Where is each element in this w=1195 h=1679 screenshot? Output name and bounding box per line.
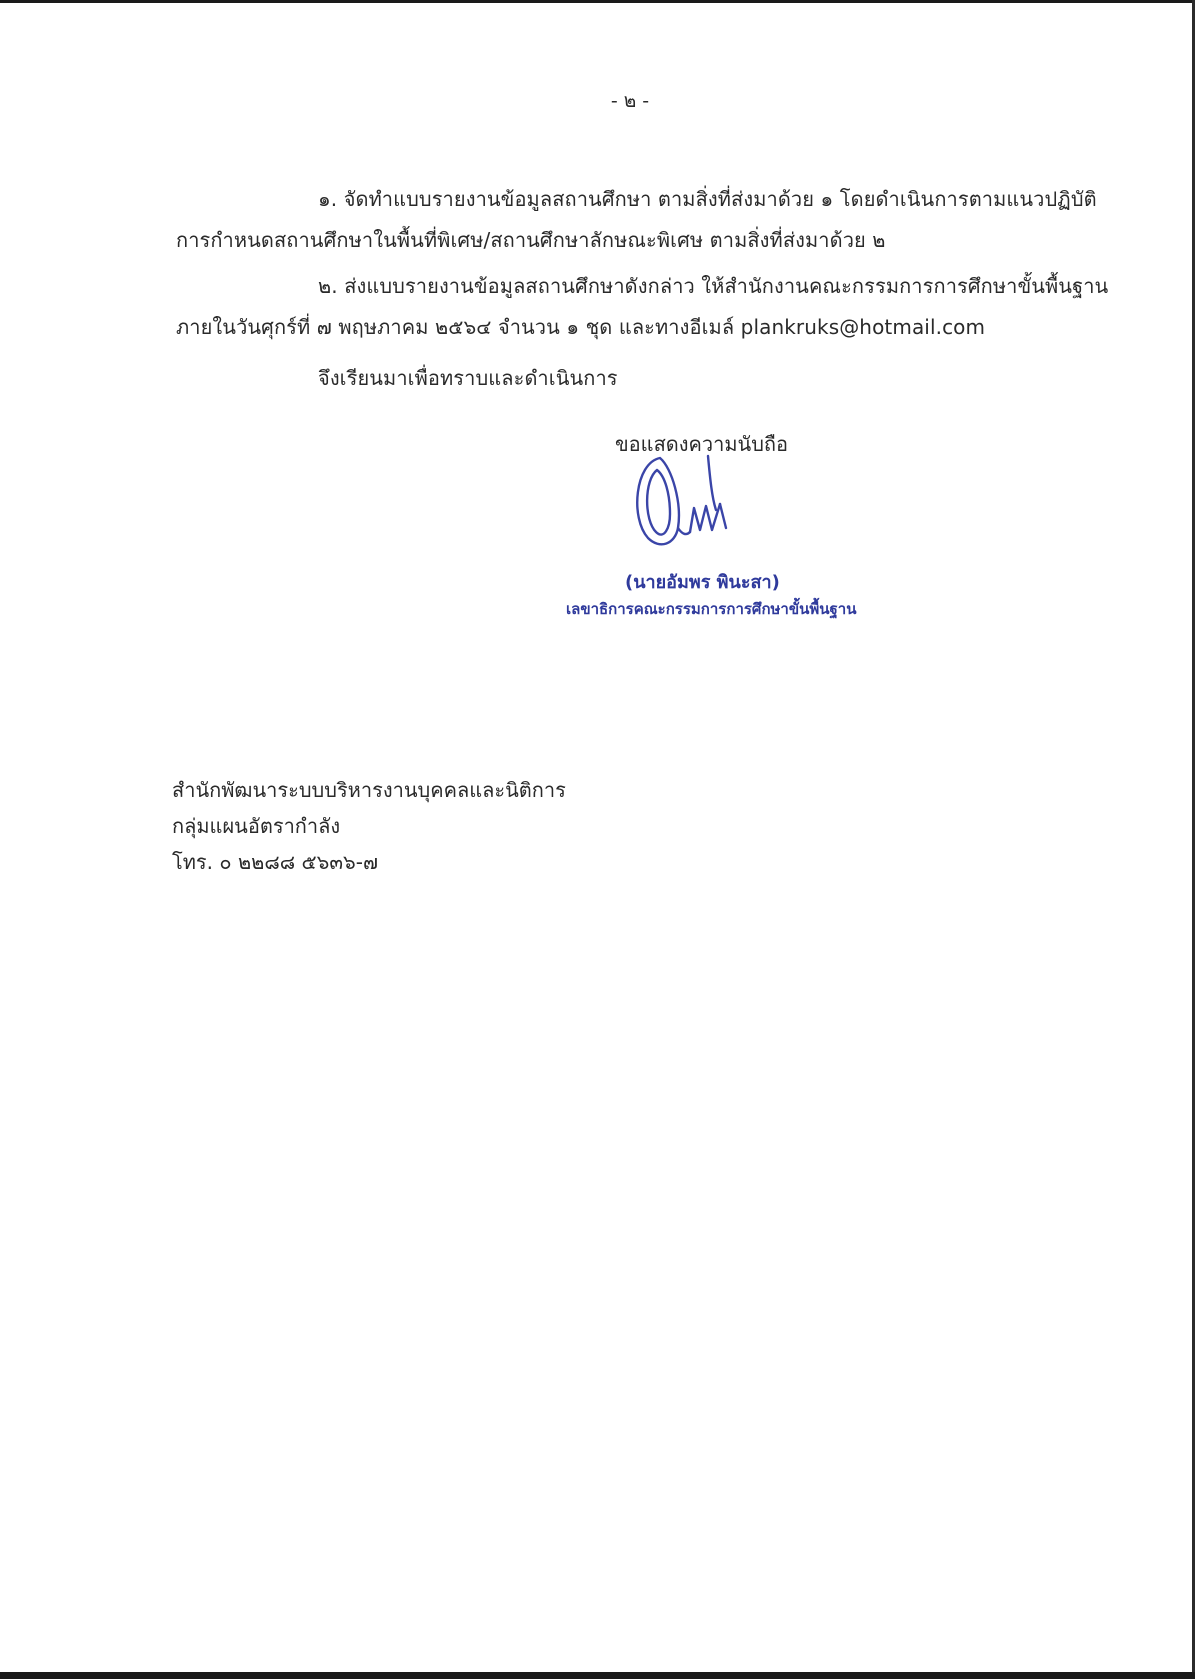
body-item-2-line-1: ๒. ส่งแบบรายงานข้อมูลสถานศึกษาดังกล่าว ให้สำนักงานคณะกรรมการการศึกษาขั้นพื้นฐาน: [318, 274, 1109, 298]
closing-salutation: ขอแสดงความนับถือ: [615, 432, 789, 456]
body-item-1-line-2: การกำหนดสถานศึกษาในพื้นที่พิเศษ/สถานศึกษาลักษณะพิเศษ ตามสิ่งที่ส่งมาด้วย ๒: [176, 228, 886, 252]
body-item-1-line-1: ๑. จัดทำแบบรายงานข้อมูลสถานศึกษา ตามสิ่งที่ส่งมาด้วย ๑ โดยดำเนินการตามแนวปฏิบัติ: [318, 187, 1097, 211]
footer-phone: โทร. ๐ ๒๒๘๘ ๕๖๓๖-๗: [172, 850, 378, 874]
handwritten-signature: [630, 448, 760, 558]
scan-border-bottom: [0, 1672, 1195, 1679]
footer-group: กลุ่มแผนอัตรากำลัง: [172, 814, 341, 838]
signer-title: เลขาธิการคณะกรรมการการศึกษาขั้นพื้นฐาน: [566, 600, 857, 618]
signer-name: (นายอัมพร พินะสา): [625, 572, 780, 593]
body-request-line: จึงเรียนมาเพื่อทราบและดำเนินการ: [318, 366, 618, 390]
footer-office: สำนักพัฒนาระบบบริหารงานบุคคลและนิติการ: [172, 778, 566, 802]
body-item-2-line-2: ภายในวันศุกร์ที่ ๗ พฤษภาคม ๒๕๖๔ จำนวน ๑ ชุด และทางอีเมล์ plankruks@hotmail.com: [176, 315, 986, 339]
page-number: - ๒ -: [610, 90, 650, 112]
